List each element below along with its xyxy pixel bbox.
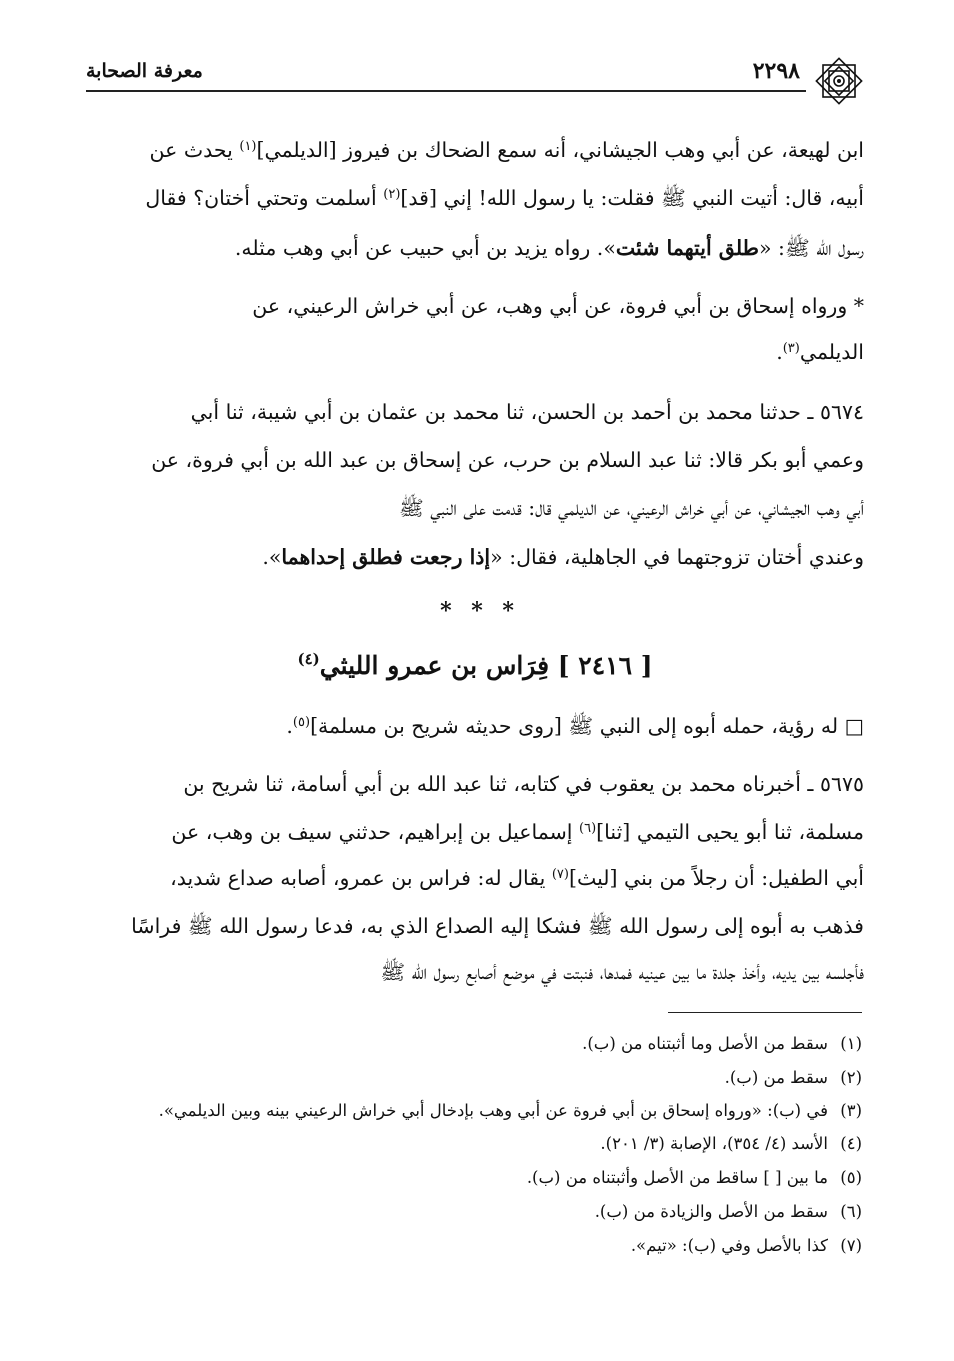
footnote-ref: (٣) (782, 341, 800, 356)
footnote-ref: (٤) (297, 650, 320, 668)
section-heading: [ ٢٤١٦ ] فِرَاس بن عمرو الليثي$^{(٤)}$ (297, 650, 653, 680)
text-line: أبيه، قال: أتيت النبي ﷺ فقلت: يا رسول الله! إني [قد]$^{(٢)}$ أسلمت وتحتي أختان؟ فقال (145, 186, 864, 210)
text-line: * ورواه إسحاق بن أبي فروة، عن أبي وهب، عن أبي خراش الرعيني، عن (252, 294, 864, 318)
footnote-ref: (٧) (551, 867, 569, 882)
footnote: (٤)الأسد (٤/ ٣٥٤)، الإصابة (٣/ ٢٠١). (600, 1134, 862, 1153)
text-line: فأجلسه بين يديه، وأخذ جلدة ما بين عينيه فمدها، فنبتت في موضع أصابع رسول الله ﷺ (380, 960, 864, 984)
header-divider (86, 90, 806, 92)
footnote: (٧)كذا بالأصل وفي (ب): «تيم». (630, 1236, 862, 1255)
text-line: مسلمة، ثنا أبو يحيى التيمي [ثنا]$^{(٦)}$ إسماعيل بن إبراهيم، حدثني سيف بن وهب، عن (171, 820, 864, 844)
text-line: ٥٦٧٤ ـ حدثنا محمد بن أحمد بن الحسن، ثنا محمد بن عثمان بن أبي شيبة، ثنا أبي (190, 400, 864, 424)
hadith-quote: إذا رجعت فطلق إحداهما (281, 545, 491, 569)
footnote: (٢)سقط من (ب). (724, 1068, 862, 1087)
text-line: فذهب به أبوه إلى رسول الله ﷺ فشكا إليه الصداع الذي به، فدعا رسول الله ﷺ فراسًا (131, 914, 864, 938)
star-ornament-icon (812, 54, 866, 108)
text-line: أبي وهب الجيشاني، عن أبي خراش الرعيني، عن الديلمي قال: قدمت على النبي ﷺ (399, 496, 864, 520)
footnote: (٣)في (ب): «ورواه إسحاق بن أبي فروة عن أبي وهب بإدخال أبي خراش الرعيني بينه وبين الديلمي». (158, 1101, 862, 1120)
footnote: (١)سقط من الأصل وما أثبتناه من (ب). (582, 1034, 862, 1053)
text-line: الديلمي$^{(٣)}$. (776, 340, 864, 364)
section-separator: * * * (440, 598, 520, 624)
footnotes-divider (668, 1012, 862, 1013)
footnote-ref: (٢) (383, 187, 401, 202)
page-number: ٢٢٩٨ (752, 58, 800, 84)
text-line: ابن لهيعة، عن أبي وهب الجيشاني، أنه سمع الضحاك بن فيروز [الديلمي]$^{(١)}$ يحدث عن (149, 138, 864, 162)
footnote: (٦)سقط من الأصل والزيادة من (ب). (594, 1202, 862, 1221)
footnote-ref: (١) (239, 139, 257, 154)
running-title: معرفة الصحابة (86, 60, 203, 82)
footnote: (٥)ما بين [ ] ساقط من الأصل وأثبتناه من (ب). (526, 1168, 862, 1187)
text-line: ٥٦٧٥ ـ أخبرناه محمد بن يعقوب في كتابه، ثنا عبد الله بن أبي أسامة، ثنا شريح بن (183, 772, 864, 796)
hadith-quote: طلق أيتهما شئت (615, 236, 759, 260)
text-line: أبي الطفيل: أن رجلاً من بني [ليث]$^{(٧)}$ يقال له: فراس بن عمرو، أصابه صداع شديد، (170, 866, 864, 890)
text-line: رسول الله ﷺ: «طلق أيتهما شئت». رواه يزيد بن أبي حبيب عن أبي وهب مثله. (234, 236, 864, 260)
text-line: □ له رؤية، حمله أبوه إلى النبي ﷺ [روى حديثه شريح بن مسلمة]$^{(٥)}$. (286, 714, 864, 738)
footnote-ref: (٥) (292, 715, 311, 730)
page-header (86, 50, 864, 95)
text-line: وعمي أبو بكر قالا: ثنا عبد السلام بن حرب، عن إسحاق بن عبد الله بن أبي فروة، عن (151, 448, 864, 472)
footnote-ref: (٦) (579, 821, 597, 836)
text-line: وعندي أختان تزوجتهما في الجاهلية، فقال: «إذا رجعت فطلق إحداهما». (262, 545, 864, 569)
